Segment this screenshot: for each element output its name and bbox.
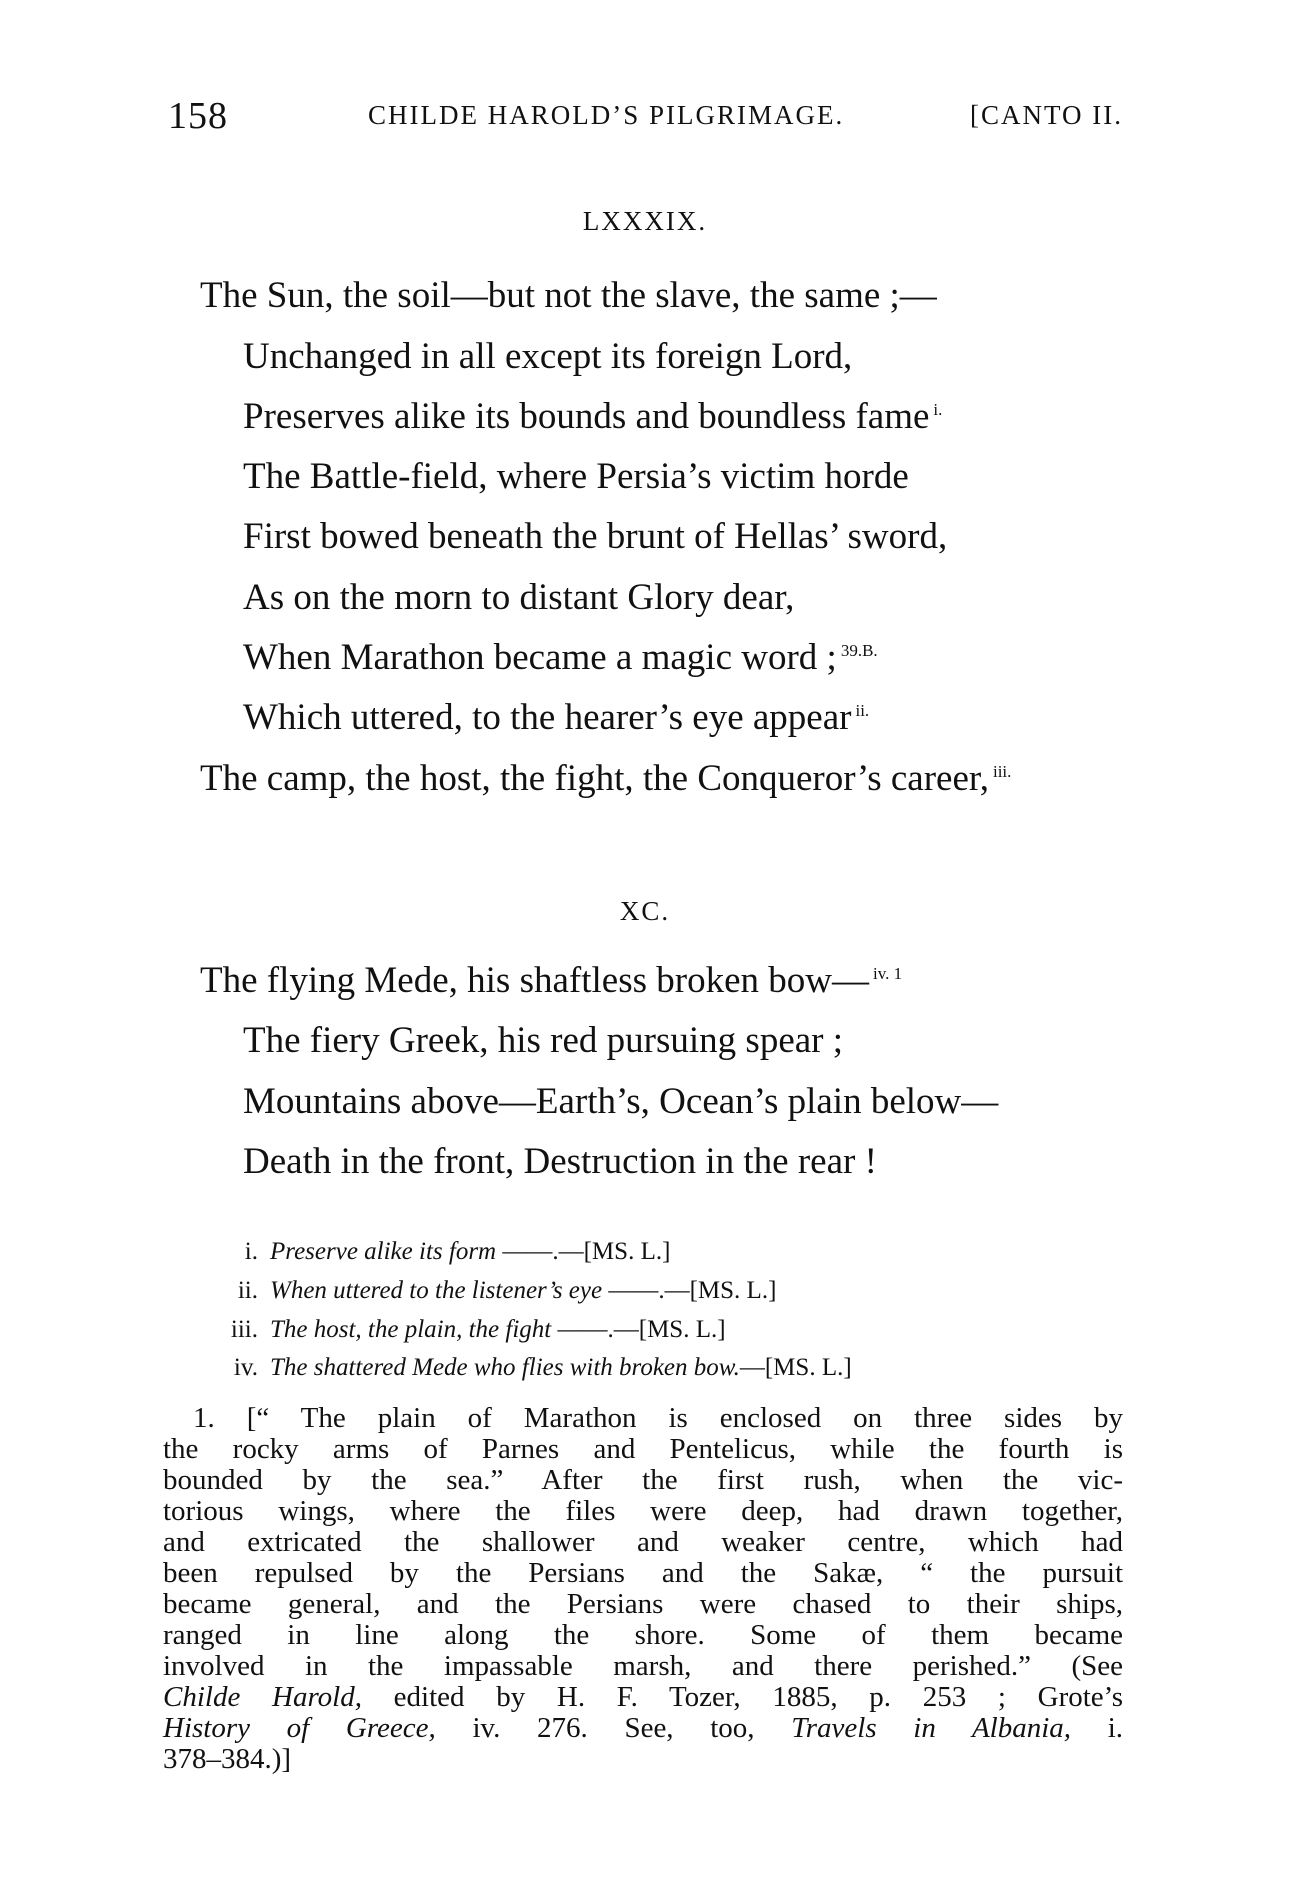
verse-line: The Sun, the soil—but not the slave, the same ;— [200,275,937,316]
verse-line: When Marathon became a magic word ; $^{39.B.}$ [243,637,878,678]
footnote-line: History of Greece, iv. 276. See, too, Travels in Albania, i. [163,1712,1124,1744]
footnote-line: and extricated the shallower and weaker centre, which had [163,1526,1123,1558]
footnote-line: involved in the impassable marsh, and there perished.” (See [163,1650,1123,1682]
footnote-line: Childe Harold, edited by H. F. Tozer, 1885, p. 253 ; Grote’s [163,1681,1123,1713]
canto-label: [CANTO II. [970,100,1123,130]
verse-line: The flying Mede, his shaftless broken bow— $^{iv. 1}$ [200,960,903,1001]
footnote-line: been repulsed by the Persians and the Sakæ, “ the pursuit [163,1557,1123,1589]
footnote-line: the rocky arms of Parnes and Pentelicus, while the fourth is [163,1433,1123,1465]
footnote-line: torious wings, where the files were deep, had drawn together, [163,1495,1123,1527]
verse-line: The fiery Greek, his red pursuing spear ; [243,1020,844,1061]
verse-line: Death in the front, Destruction in the rear ! [243,1141,877,1182]
variant-reading: iii. The host, the plain, the fight ——.—[MS. L.] [230,1316,726,1343]
variant-marker: iii. [992,761,1012,781]
verse-line: The Battle-field, where Persia’s victim horde [243,456,909,497]
page-header [168,94,1123,142]
stanza-number: XC. [619,896,671,926]
variant-marker: iv. 1 [872,963,903,983]
footnote-line: bounded by the sea.” After the first rush, when the vic- [163,1464,1123,1496]
verse-line: Mountains above—Earth’s, Ocean’s plain below— [243,1081,999,1122]
note-marker: 39.B. [840,640,878,660]
footnote-line: 378–384.)] [163,1743,292,1775]
running-title: CHILDE HAROLD’S PILGRIMAGE. [368,100,845,130]
verse-line: As on the morn to distant Glory dear, [243,577,795,618]
verse-line: Which uttered, to the hearer’s eye appear $^{ii.}$ [243,697,870,738]
verse-line: Unchanged in all except its foreign Lord, [243,336,853,377]
variant-reading: ii. When uttered to the listener’s eye ——.—[MS. L.] [237,1277,777,1304]
page-number: 158 [168,95,228,137]
variant-marker: ii. [855,700,870,720]
footnote-line: ranged in line along the shore. Some of them became [163,1619,1123,1651]
footnote-line: became general, and the Persians were chased to their ships, [163,1588,1123,1620]
variant-marker: i. [933,399,943,419]
variant-reading: i. Preserve alike its form ——.—[MS. L.] [244,1238,671,1265]
stanza-number: LXXXIX. [582,206,708,236]
footnote-line: 1. [“ The plain of Marathon is enclosed on three sides by [193,1402,1123,1434]
variant-reading: iv. The shattered Mede who flies with broken bow.—[MS. L.] [233,1354,852,1381]
verse-line: The camp, the host, the fight, the Conqueror’s career, $^{iii.}$ [200,758,1012,799]
verse-line: Preserves alike its bounds and boundless fame $^{i.}$ [243,396,943,437]
verse-line: First bowed beneath the brunt of Hellas’ sword, [243,516,948,557]
footnote [163,1403,1123,1775]
